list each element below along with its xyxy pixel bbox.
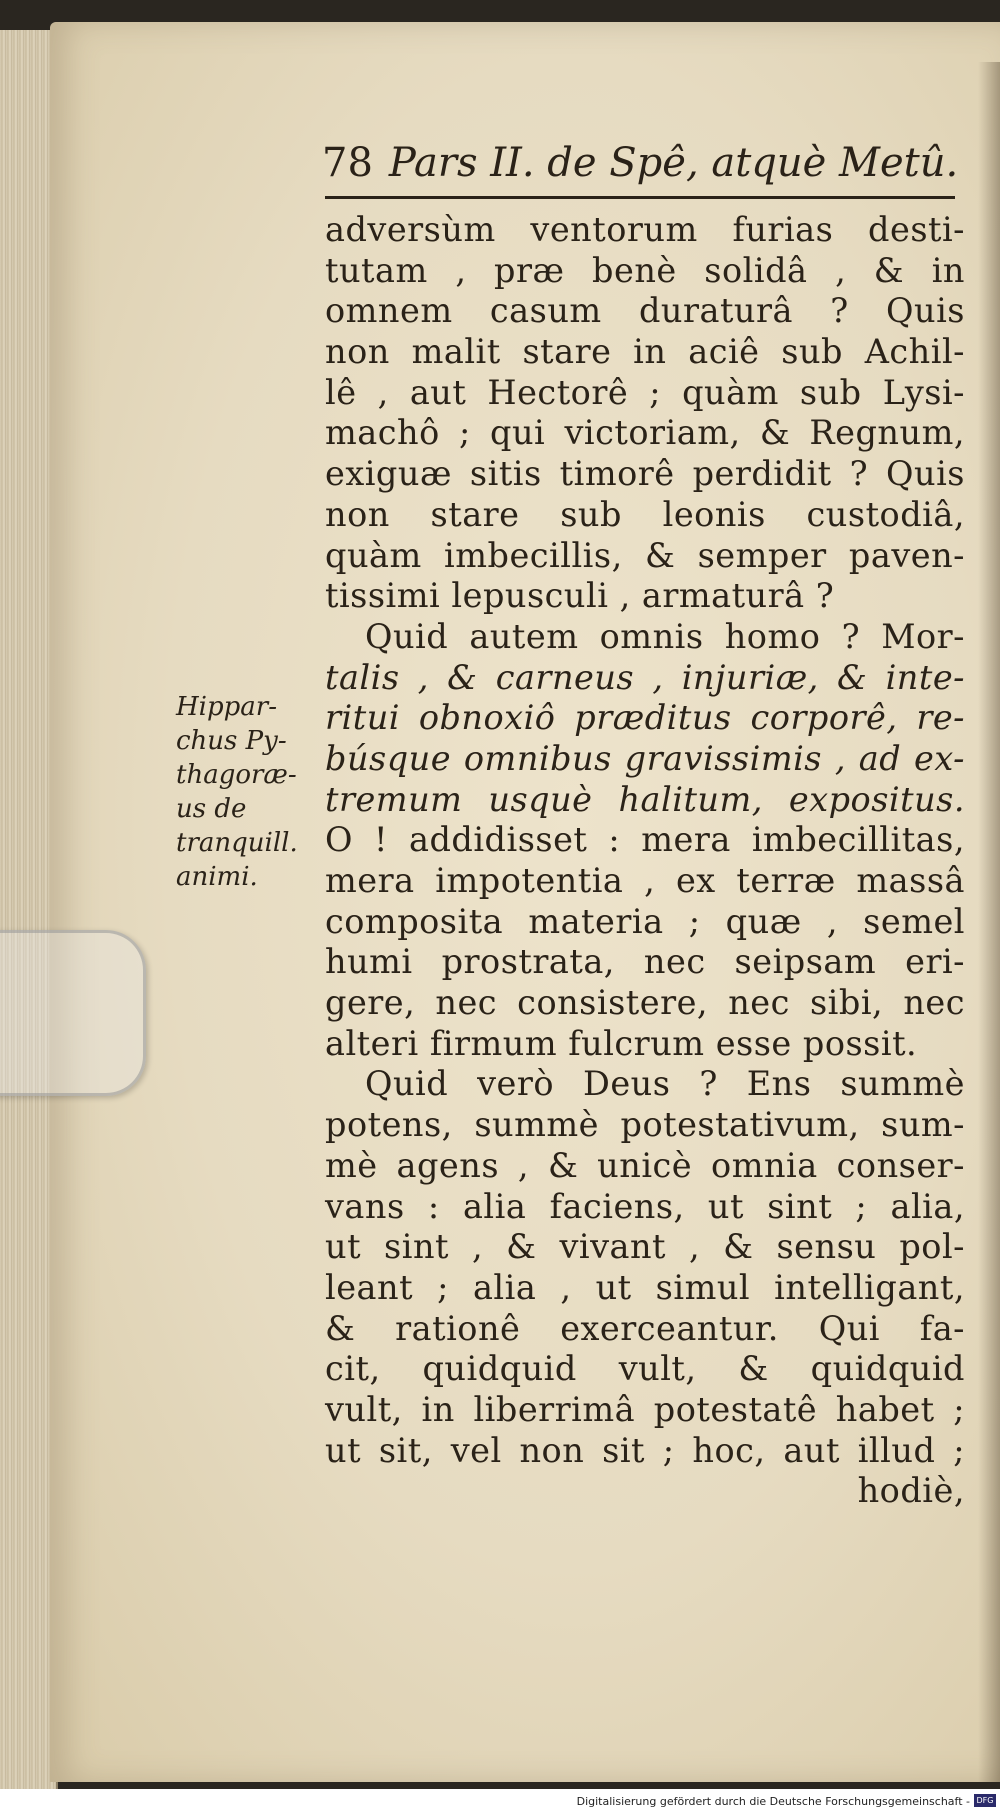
- text-line: adversùm ventorum furias desti-: [325, 210, 965, 249]
- text-line: ritui obnoxiô præditus corporê, re-: [325, 698, 965, 738]
- text-line: lê , aut Hectorê ; quàm sub Lysi-: [325, 372, 965, 412]
- page-shadow: [978, 62, 1000, 1782]
- text-line: O ! addidisset : mera imbecillitas,: [325, 820, 965, 860]
- text-line: hodiè,: [857, 1471, 965, 1511]
- text-line: & rationê exerceantur. Qui fa-: [325, 1308, 965, 1348]
- text-line: composita materia ; quæ , semel: [325, 901, 965, 941]
- text-line: vult, in liberrimâ potestatê habet ;: [325, 1389, 965, 1429]
- text-line: vans : alia faciens, ut sint ; alia,: [325, 1186, 965, 1226]
- margin-note-line: us de: [176, 794, 247, 824]
- text-line: potens, summè potestativum, sum-: [325, 1105, 965, 1145]
- dfg-logo: DFG: [974, 1794, 996, 1807]
- text-line: talis , & carneus , injuriæ, & inte-: [325, 657, 965, 697]
- text-line: Quid verò Deus ? Ens summè: [365, 1064, 965, 1104]
- running-title: Pars II. de Spê, atquè Metû.: [388, 140, 959, 186]
- page-clip: [0, 930, 146, 1096]
- text-line: leant ; alia , ut simul intelligant,: [325, 1267, 965, 1307]
- text-line: Quid autem omnis homo ? Mor-: [365, 616, 965, 656]
- digitization-credit: Digitalisierung gefördert durch die Deutsche Forschungsgemeinschaft -: [576, 1795, 970, 1808]
- text-line: ut sint , & vivant , & sensu pol-: [325, 1227, 965, 1267]
- text-line: cit, quidquid vult, & quidquid: [325, 1349, 965, 1389]
- text-line: mera impotentia , ex terræ massâ: [325, 861, 965, 900]
- text-line: mè agens , & unicè omnia conser-: [325, 1145, 965, 1185]
- text-line: alteri firmum fulcrum esse possit.: [325, 1023, 918, 1063]
- text-line: humi prostrata, nec seipsam eri-: [325, 942, 965, 982]
- text-line: tissimi lepusculi , armaturâ ?: [325, 576, 835, 616]
- text-line: exiguæ sitis timorê perdidit ? Quis: [325, 454, 965, 494]
- margin-note-line: chus Py-: [176, 726, 287, 756]
- page-number: 78: [322, 140, 373, 186]
- margin-note-line: thagoræ-: [176, 760, 297, 790]
- margin-note-line: Hippar-: [176, 692, 277, 722]
- text-line: non stare sub leonis custodiâ,: [325, 494, 965, 534]
- body-text: [325, 210, 965, 1512]
- text-line: gere, nec consistere, nec sibi, nec: [325, 983, 965, 1023]
- text-line: omnem casum duraturâ ? Quis: [325, 291, 965, 331]
- footer-bar: [0, 1789, 1000, 1811]
- running-header: [322, 140, 962, 186]
- text-line: quàm imbecillis, & semper paven-: [325, 535, 965, 575]
- text-line: ut sit, vel non sit ; hoc, aut illud ;: [325, 1430, 965, 1470]
- header-rule: [325, 196, 955, 199]
- margin-note-line: animi.: [176, 862, 258, 892]
- text-line: non malit stare in aciê sub Achil-: [325, 332, 965, 372]
- text-line: tremum usquè halitum, expositus.: [325, 779, 965, 819]
- margin-note: [176, 690, 326, 894]
- text-line: machô ; qui victoriam, & Regnum,: [325, 413, 965, 453]
- text-line: tutam , præ benè solidâ , & in: [325, 250, 965, 290]
- margin-note-line: tranquill.: [176, 828, 298, 858]
- text-line: búsque omnibus gravissimis , ad ex-: [325, 738, 965, 778]
